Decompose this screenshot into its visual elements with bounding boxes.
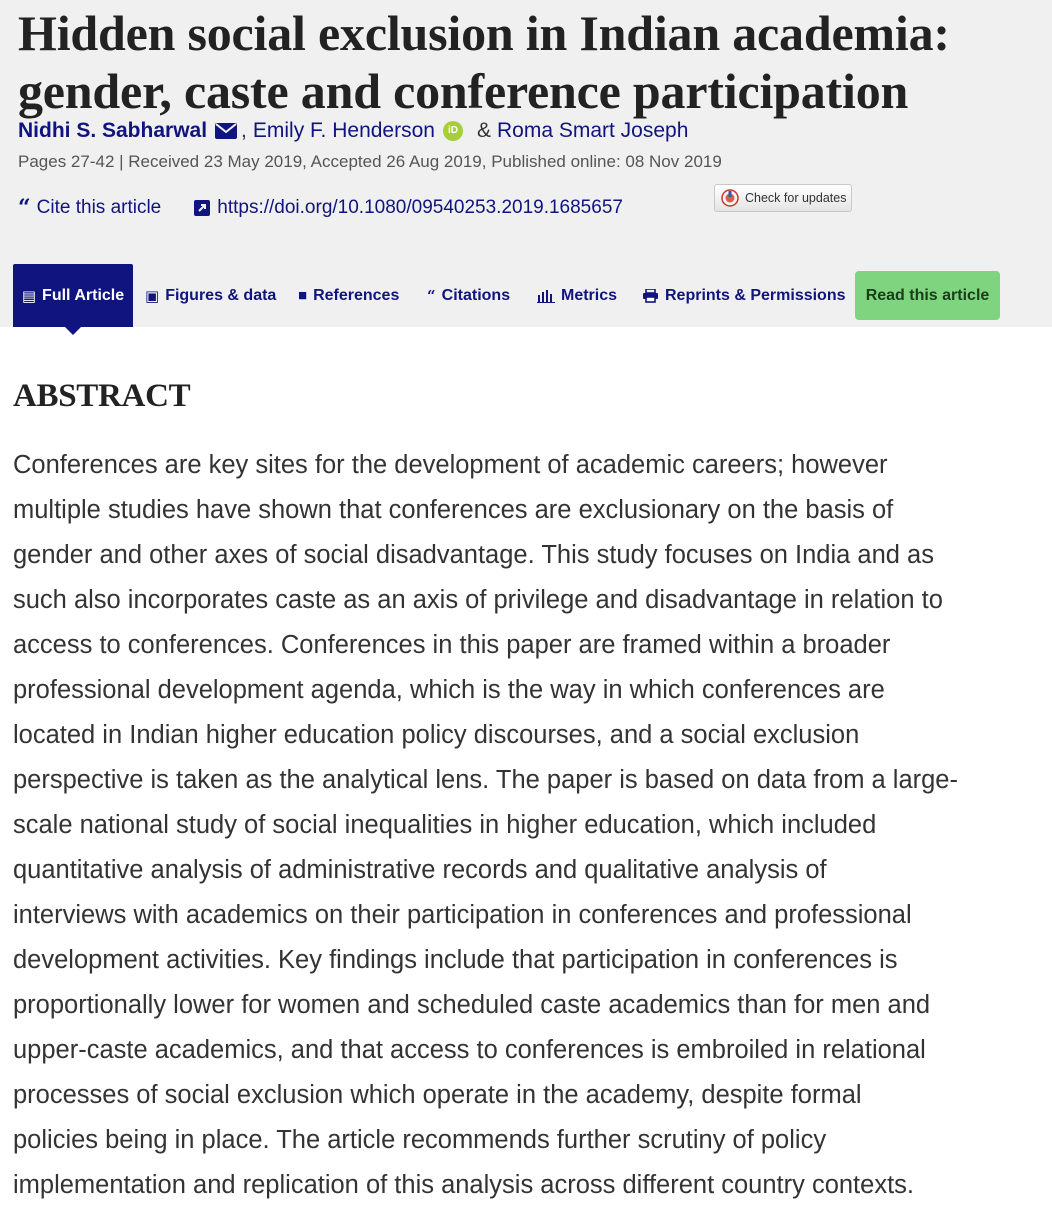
author-ampersand: &: [476, 119, 491, 142]
author-link-joseph[interactable]: Roma Smart Joseph: [496, 119, 689, 142]
article-header: [0, 0, 1052, 327]
title-line-1: Hidden social exclusion in Indian academia:: [18, 5, 950, 61]
tab-figures-data[interactable]: [145, 264, 276, 327]
quote-icon: “: [18, 195, 31, 221]
check-for-updates-button[interactable]: [714, 184, 852, 212]
abstract-line: proportionally lower for women and scheduled caste academics than for men and: [13, 991, 931, 1019]
abstract-line: development activities. Key findings include that participation in conferences is: [13, 946, 898, 974]
cite-article-label: Cite this article: [36, 197, 162, 218]
abstract-line: gender and other axes of social disadvantage. This study focuses on India and as: [13, 541, 934, 569]
author-list: [18, 117, 688, 145]
abstract-line: located in Indian higher education policy discourses, and a social exclusion: [13, 721, 860, 749]
tab-references-label: References: [313, 286, 400, 304]
tab-citations-label: Citations: [441, 286, 511, 304]
doi-text: https://doi.org/10.1080/09540253.2019.1685657: [217, 197, 623, 218]
quote-icon: “: [427, 286, 436, 305]
tab-reprints-permissions[interactable]: [642, 264, 846, 327]
mail-icon[interactable]: [215, 123, 237, 139]
abstract-line: interviews with academics on their participation in conferences and professional: [13, 901, 912, 929]
abstract-line: perspective is taken as the analytical lens. The paper is based on data from a large-: [13, 766, 958, 794]
tab-reprints-label: Reprints & Permissions: [665, 286, 846, 304]
tab-full-article[interactable]: [13, 264, 133, 327]
check-updates-label: Check for updates: [745, 191, 847, 205]
publication-meta: Pages 27-42 | Received 23 May 2019, Accepted 26 Aug 2019, Published online: 08 Nov 2019: [18, 152, 722, 171]
abstract-line: implementation and replication of this analysis across different country contexts.: [13, 1171, 914, 1199]
tab-full-article-label: Full Article: [42, 286, 125, 304]
active-tab-pointer: [63, 325, 83, 335]
abstract-line: multiple studies have shown that conferences are exclusionary on the basis of: [13, 496, 894, 524]
book-icon: ■: [298, 287, 308, 304]
title-line-2: gender, caste and conference participation: [18, 63, 909, 119]
abstract-body: [13, 443, 1045, 1208]
tab-metrics-label: Metrics: [561, 286, 618, 304]
image-icon: ▣: [145, 287, 160, 305]
external-link-icon: [193, 199, 211, 217]
printer-icon: [642, 289, 659, 303]
abstract-line: Conferences are key sites for the development of academic careers; however: [13, 451, 888, 479]
check-updates-icon: [721, 189, 739, 207]
tab-citations[interactable]: [427, 264, 510, 327]
read-this-article-button[interactable]: Read this article: [855, 271, 1000, 320]
article-tabs: [0, 264, 1052, 327]
abstract-line: upper-caste academics, and that access to conferences is embroiled in relational: [13, 1036, 926, 1064]
abstract-line: professional development agenda, which is the way in which conferences are: [13, 676, 885, 704]
abstract-heading: ABSTRACT: [13, 378, 191, 414]
abstract-line: processes of social exclusion which operate in the academy, despite formal: [13, 1081, 862, 1109]
cite-article-link[interactable]: [18, 195, 161, 221]
abstract-line: scale national study of social inequalities in higher education, which included: [13, 811, 877, 839]
article-title: [18, 4, 1048, 120]
tab-metrics[interactable]: [537, 264, 617, 327]
abstract-line: quantitative analysis of administrative records and qualitative analysis of: [13, 856, 827, 884]
abstract-line: policies being in place. The article recommends further scrutiny of policy: [13, 1126, 827, 1154]
bar-chart-icon: [537, 289, 555, 303]
document-icon: ▤: [21, 287, 37, 305]
abstract-line: access to conferences. Conferences in this paper are framed within a broader: [13, 631, 891, 659]
author-separator: ,: [241, 119, 247, 142]
tab-references[interactable]: [298, 264, 399, 327]
doi-link[interactable]: [193, 195, 623, 221]
cite-doi-row: [18, 195, 623, 221]
tab-figures-label: Figures & data: [165, 286, 277, 304]
abstract-line: such also incorporates caste as an axis of privilege and disadvantage in relation to: [13, 586, 943, 614]
orcid-icon[interactable]: iD: [443, 121, 463, 141]
author-link-henderson[interactable]: Emily F. Henderson: [252, 119, 435, 142]
author-link-sabharwal[interactable]: Nidhi S. Sabharwal: [18, 119, 208, 142]
